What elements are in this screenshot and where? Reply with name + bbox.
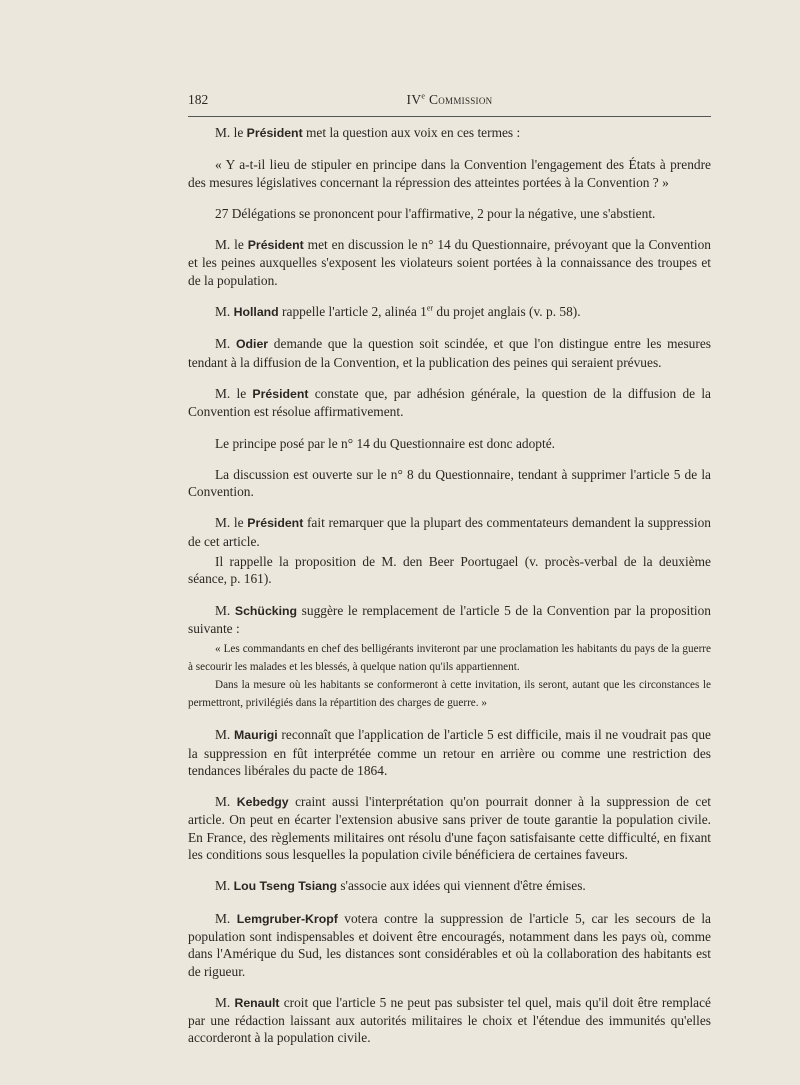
paragraph-text: suggère le remplacement de l'article 5 de la Convention par la proposition suivante :	[188, 602, 711, 636]
paragraph	[188, 156, 711, 191]
paragraph-prefix: M.	[215, 304, 234, 320]
speaker-name: Holland	[233, 305, 279, 320]
paragraph-prefix: M.	[215, 336, 236, 352]
paragraphs-after-quote	[188, 726, 711, 1046]
speaker-name: Schücking	[234, 603, 298, 618]
speaker-name: Président	[247, 238, 304, 253]
speaker-name: Kebedgy	[236, 795, 289, 810]
paragraph	[188, 553, 711, 588]
paragraph-prefix: M.	[215, 910, 237, 926]
paragraph-prefix: M. le	[215, 237, 248, 253]
paragraph	[188, 602, 711, 638]
quote-paragraph: Dans la mesure où les habitants se conformeront à cette invitation, ils seront, autant que les circonstances le permettront, privilégiés dans la répartition des charges de guerre. »	[188, 679, 711, 710]
paragraph	[188, 726, 711, 779]
paragraph-prefix: M. le	[215, 125, 247, 140]
speaker-name: Odier	[235, 337, 269, 352]
running-head	[188, 92, 711, 110]
quote-paragraph: « Les commandants en chef des belligérants inviteront par une proclamation les habitants du pays de la guerre à secourir les malades et les blessés, à quelque nation qu'ils appartiennent.	[188, 643, 711, 674]
paragraph-text: Le principe posé par le n° 14 du Questionnaire est donc adopté.	[215, 435, 556, 451]
paragraph	[188, 877, 711, 895]
section-name: Commission	[428, 92, 493, 107]
paragraph-text: La discussion est ouverte sur le n° 8 du Questionnaire, tendant à supprimer l'article 5 de la Convention.	[188, 466, 711, 500]
paragraph-prefix: M. le	[215, 385, 253, 401]
paragraph-prefix: M.	[215, 994, 235, 1010]
paragraph-text: reconnaît que l'application de l'article 5 est difficile, mais il ne voudrait pas que la suppression en fût interprétée comme un retour en arrière ou comme une restriction des tendances libérales du pacte de 1864.	[188, 727, 711, 778]
paragraph	[188, 385, 711, 421]
paragraph-prefix: M. le	[215, 515, 248, 531]
paragraph-text: demande que la question soit scindée, et que l'on distingue entre les mesures tendant à la diffusion de la Convention, et la publication des peines qui seraient prévues.	[188, 336, 711, 370]
paragraph-prefix: M.	[215, 878, 234, 894]
paragraph-text: 27 Délégations se prononcent pour l'affirmative, 2 pour la négative, une s'abstient.	[215, 205, 656, 221]
speaker-name: Maurigi	[233, 728, 278, 743]
paragraph	[188, 994, 711, 1047]
section-title	[188, 92, 711, 108]
paragraph-text: Il rappelle la proposition de M. den Beer Poortugael (v. procès-verbal de la deuxième séance, p. 161).	[188, 554, 711, 587]
speaker-name: Président	[247, 516, 304, 531]
page-body	[188, 124, 711, 1061]
speaker-name: Président	[246, 126, 303, 140]
paragraph	[188, 236, 711, 289]
header-rule	[188, 116, 711, 117]
paragraph-text: rappelle l'article 2, alinéa 1	[278, 304, 427, 320]
paragraph	[188, 205, 711, 222]
paragraph	[188, 303, 711, 321]
paragraph	[188, 466, 711, 501]
paragraph	[188, 435, 711, 452]
quoted-proposal	[188, 640, 711, 712]
paragraph	[188, 793, 711, 863]
paragraph-prefix: M.	[215, 794, 237, 810]
speaker-name: Renault	[234, 995, 280, 1010]
paragraph-prefix: M.	[215, 602, 235, 618]
paragraph-text: votera contre la suppression de l'article 5, car les secours de la population sont indispensables et doivent être encouragés, notamment dans les pays où, comme dans l'Amérique du Sud, les distances sont considérables et où la collaboration des habitants est de rigueur.	[188, 910, 711, 979]
paragraph-text: s'associe aux idées qui viennent d'être émises.	[337, 878, 586, 894]
section-roman-sup: e	[421, 91, 426, 101]
page-number: 182	[188, 92, 209, 107]
paragraph-text: craint aussi l'interprétation qu'on pourrait donner à la suppression de cet article. On peut en écarter l'extension abusive sans priver de toute garantie la population civile. En France, des règlements militaires ont résolu d'une façon satisfaisante cette difficulté, en fixant les conditions sous lesquelles la population civile bénéficiera de certaines faveurs.	[188, 794, 711, 863]
paragraph-text: croit que l'article 5 ne peut pas subsister tel quel, mais qu'il doit être remplacé par une rédaction laissant aux autorités militaires le choix et l'étendue des immunités qu'elles accorderont à la population civile.	[188, 994, 711, 1046]
paragraph	[188, 514, 711, 550]
paragraph-text: « Y a-t-il lieu de stipuler en principe dans la Convention l'engagement des États à prendre des mesures législatives concernant la répression des atteintes portées à la Convention ? »	[188, 157, 711, 190]
paragraph-text: fait remarquer que la plupart des commentateurs demandent la suppression de cet article.	[188, 515, 711, 549]
speaker-name: Lemgruber-Kropf	[236, 911, 338, 926]
paragraph-text: constate que, par adhésion générale, la question de la diffusion de la Convention est résolue affirmativement.	[188, 385, 711, 420]
paragraph-text: met la question aux voix en ces termes :	[302, 125, 521, 140]
paragraph	[188, 335, 711, 371]
speaker-name: Lou Tseng Tsiang	[233, 879, 337, 894]
paragraph-prefix: M.	[215, 727, 234, 743]
paragraphs-before-quote	[188, 124, 711, 637]
speaker-name: Président	[252, 386, 309, 401]
superscript: er	[426, 303, 434, 313]
paragraph	[188, 124, 711, 142]
section-roman: IV	[406, 92, 422, 107]
paragraph-text: met en discussion le n° 14 du Questionnaire, prévoyant que la Convention et les peines auxquelles s'exposent les violateurs soient portées à la connaissance des troupes et de la population.	[188, 237, 711, 288]
paragraph	[188, 910, 711, 980]
paragraph-text-cont: du projet anglais (v. p. 58).	[433, 304, 581, 320]
